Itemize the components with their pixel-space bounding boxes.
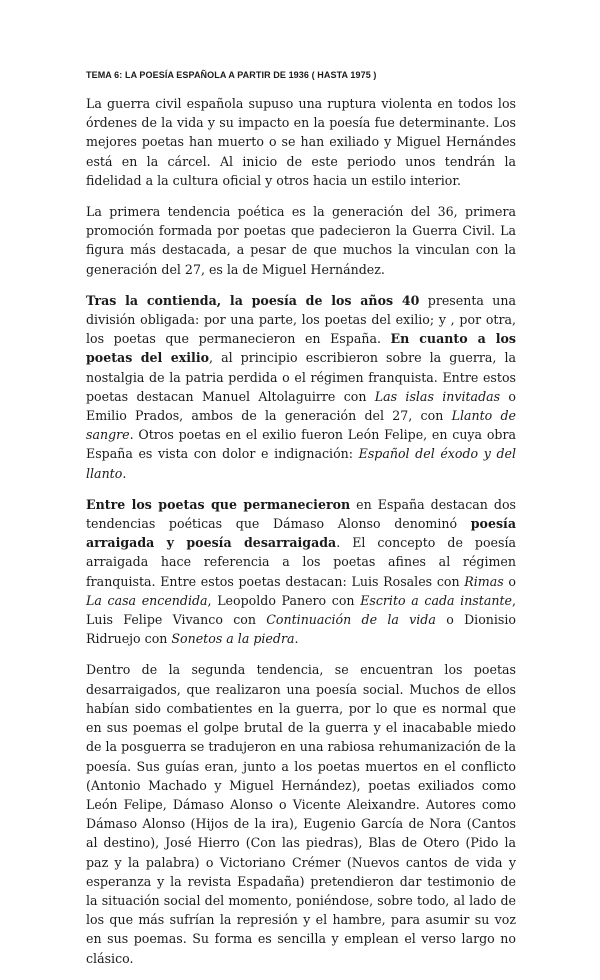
body-text: . El concepto de poesía arraigada hace referencia a los poetas afines al régimen franquista. Entre estos poetas destacan: Luis Rosales con (86, 535, 516, 589)
book-title: Llanto de sangre (86, 408, 517, 443)
book-title: Sonetos a la piedra (171, 631, 295, 647)
paragraph-intro: La guerra civil española supuso una ruptura violenta en todos los órdenes de la vida y su impacto en la poesía fue determinante. Los mejores poetas han muerto o se han exiliado y Miguel Hernándes está en la cárcel. Al inicio de este periodo unos tendrán la fidelidad a la cultura oficial y otros hacia un estilo interior. (86, 96, 516, 188)
book-title: Español del éxodo y del llanto (86, 446, 516, 481)
body-text: . (122, 465, 127, 481)
bold-text: Entre los poetas que permanecieron (86, 496, 351, 512)
body-text: o Dionisio Ridruejo con (86, 612, 516, 647)
body-text: presenta una división obligada: por una parte, los poetas del exilio; y , por otra, los poetas que permanecieron en España. (86, 292, 517, 347)
body-text: . (294, 631, 299, 647)
book-title: Las islas invitadas (374, 388, 501, 404)
book-title: Rimas (464, 573, 504, 589)
bold-text: Tras la contienda, la poesía de los años 40 (86, 292, 420, 308)
body-text: , al principio escribieron sobre la guerra, la nostalgia de la patria perdida o el régimen franquista. Entre estos poetas destacan Manuel Altolaguirre con (86, 350, 516, 404)
body-text: o (503, 573, 517, 589)
document-page (86, 70, 516, 980)
book-title: Escrito a cada instante (360, 592, 512, 608)
paragraph-poets-remained (86, 495, 516, 649)
document-title: TEMA 6: LA POESÍA ESPAÑOLA A PARTIR DE 1936 ( HASTA 1975 ) (86, 70, 377, 80)
bold-text: En cuanto a los poetas del exilio (86, 331, 516, 366)
body-text: , Leopoldo Panero con (207, 592, 361, 608)
bold-text: poesía arraigada y poesía desarraigada (86, 516, 516, 551)
body-text: en España destacan dos tendencias poéticas que Dámaso Alonso denominó (86, 496, 516, 532)
body-text: , Luis Felipe Vivanco con (86, 592, 516, 628)
paragraph-generation-36: La primera tendencia poética es la generación del 36, primera promoción formada por poetas que padecieron la Guerra Civil. La figura más destacada, a pesar de que muchos la vinculan con la generación del 27, es la de Miguel Hernández. (86, 204, 516, 277)
paragraph-social-poetry: Dentro de la segunda tendencia, se encuentran los poetas desarraigados, que realizaron una poesía social. Muchos de ellos habían sido combatientes en la guerra, por lo que es normal que en sus poemas el golpe brutal de la guerra y el inacabable miedo de la posguerra se tradujeron en una rabiosa rehumanización de la poesía. Sus guías eran, junto a los poetas muertos en el conflicto (Antonio Machado y Miguel Hernández), poetas exiliados como León Felipe, Dámaso Alonso o Vicente Aleixandre. Autores como Dámaso Alonso (Hijos de la ira), Eugenio García de Nora (Cantos al destino), José Hierro (Con las piedras), Blas de Otero (Pido la paz y la palabra) o Victoriano Crémer (Nuevos cantos de vida y esperanza y la revista Espadaña) pretendieron dar testimonio de la situación social del momento, poniéndose, sobre todo, al lado de los que más sufrían la represión y el hambre, para asumir su voz en sus poemas. Su forma es sencilla y emplean el verso largo no clásico. (86, 662, 516, 966)
body-text: o Emilio Prados, ambos de la generación del 27, con (86, 388, 517, 424)
book-title: La casa encendida (86, 592, 208, 608)
book-title: Continuación de la vida (266, 612, 436, 628)
paragraph-poets-exile (86, 291, 516, 483)
body-text: . Otros poetas en el exilio fueron León Felipe, en cuya obra España es vista con dolor e indignación: (86, 427, 516, 462)
